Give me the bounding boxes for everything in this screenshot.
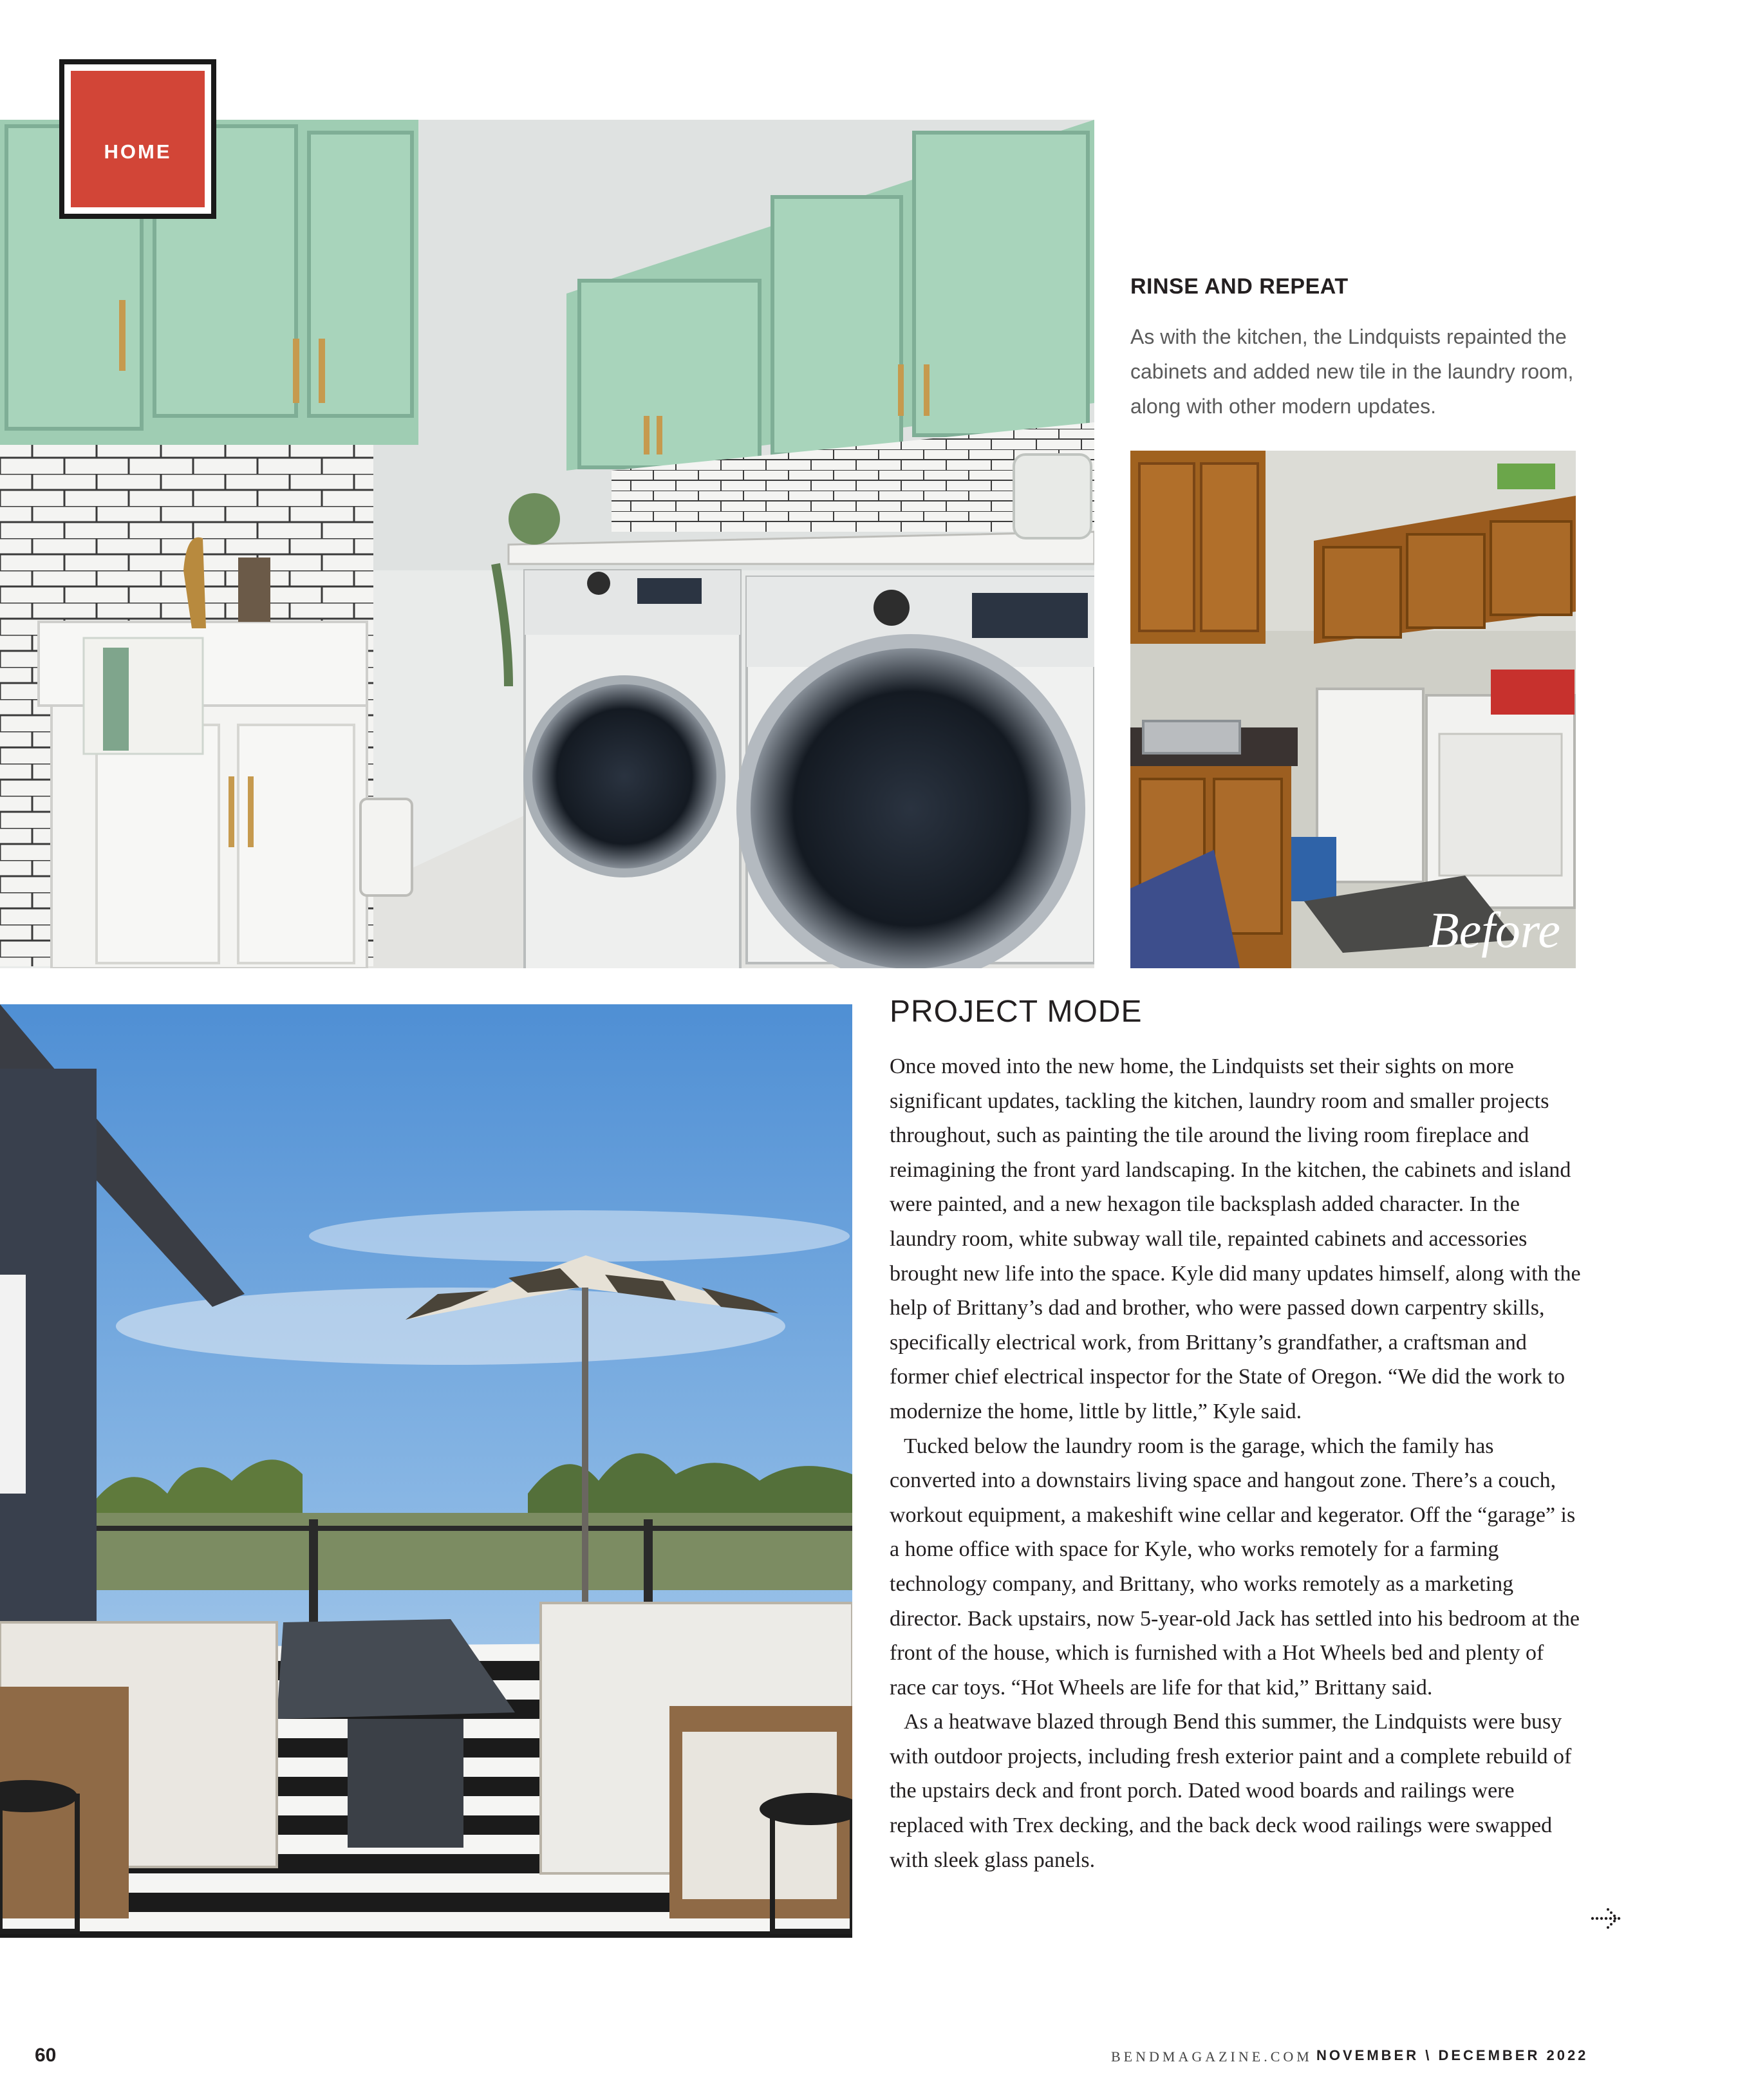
section-badge (59, 59, 216, 219)
section-badge-label: HOME (104, 140, 172, 163)
article-paragraph: Once moved into the new home, the Lindquists set their sights on more significant updates, tackling the kitchen, laundry room and smaller projects throughout, such as painting the tile around the living room fireplace and reimagining the front yard landscaping. In the kitchen, the cabinets and island were painted, and a new hexagon tile backsplash added character. In the laundry room, white subway wall tile, repainted cabinets and accessories brought new life into the space. Kyle did many updates himself, along with the help of Brittany’s dad and brother, who were passed down carpentry skills, specifically electrical work, from Brittany’s grandfather, a craftsman and former chief electrical inspector for the State of Oregon. “We did the work to modernize the home, little by little,” Kyle said. (890, 1055, 1581, 1423)
article-body (890, 1049, 1585, 1877)
footer-site-name: BENDMAGAZINE.COM (1111, 2048, 1313, 2065)
arrow-right-icon (1590, 1904, 1622, 1933)
before-label: Before (1428, 902, 1560, 958)
caption-text: As with the kitchen, the Lindquists repainted the cabinets and added new tile in the laundry room, along with other modern updates. (1130, 325, 1574, 418)
deck-photo (0, 1004, 852, 1938)
laundry-room-photo (0, 120, 1094, 968)
article-paragraph: Tucked below the laundry room is the garage, which the family has converted into a downstairs living space and hangout zone. There’s a couch, workout equipment, a makeshift wine cellar and kegerator. Off the “garage” is a home office with space for Kyle, who works remotely for a farming technology company, and Brittany, who works remotely as a marketing director. Back upstairs, now 5-year-old Jack has settled into his bedroom at the front of the house, which is furnished with a Hot Wheels bed and plenty of race car toys. “Hot Wheels are life for that kid,” Brittany said. (890, 1434, 1580, 1700)
article-paragraph: As a heatwave blazed through Bend this summer, the Lindquists were busy with outdoor projects, including fresh exterior paint and a complete rebuild of the upstairs deck and front porch. Dated wood boards and railings were replaced with Trex decking, and the back deck wood railings were swapped with sleek glass panels. (890, 1710, 1572, 1872)
caption-heading: RINSE AND REPEAT (1130, 274, 1349, 299)
page-number: 60 (35, 2045, 57, 2066)
section-heading: PROJECT MODE (890, 995, 1143, 1029)
before-photo (1130, 451, 1576, 968)
footer-issue-date: NOVEMBER \ DECEMBER 2022 (1316, 2047, 1589, 2063)
section-badge-fill (71, 71, 205, 207)
